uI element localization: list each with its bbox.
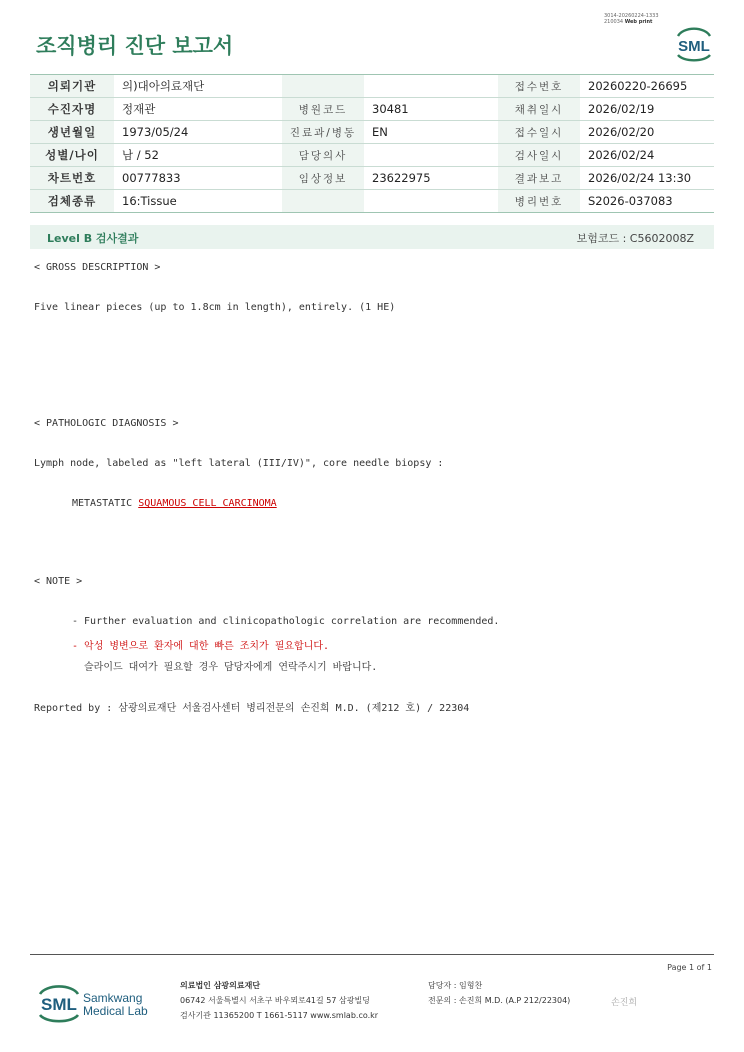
- info-row: [30, 98, 714, 121]
- info-label: 수진자명: [30, 98, 114, 121]
- org-name: 의료법인 삼광의료재단: [180, 981, 261, 990]
- info-value: 1973/05/24: [114, 121, 282, 144]
- svg-text:SML: SML: [678, 38, 710, 55]
- org-address: 06742 서울특별시 서초구 바우뫼로41길 57 삼광빌딩: [180, 996, 370, 1005]
- specialist-name: 손진희 M.D. (A.P 212/22304): [458, 996, 571, 1005]
- info-value: 정재관: [114, 98, 282, 121]
- gross-text: Five linear pieces (up to 1.8cm in length), entirely. (1 HE): [34, 302, 396, 313]
- diagnosis-specimen: Lymph node, labeled as "left lateral (III/IV)", core needle biopsy :: [34, 458, 444, 469]
- info-value: 2026/02/20: [580, 121, 714, 144]
- page-title: 조직병리 진단 보고서: [36, 34, 234, 58]
- info-row: [30, 121, 714, 144]
- result-level-bar: [30, 225, 714, 249]
- svg-text:SML: SML: [41, 995, 77, 1014]
- info-label: 검체종류: [30, 190, 114, 213]
- info-value: 23622975: [364, 167, 498, 190]
- svg-text:Samkwang: Samkwang: [83, 991, 143, 1005]
- info-value: 남 / 52: [114, 144, 282, 167]
- page-number: Page 1 of 1: [667, 963, 712, 972]
- print-info: [604, 13, 659, 25]
- samkwang-logo: [36, 980, 156, 1028]
- manager-label: 담당자 :: [428, 981, 457, 990]
- diagnosis-prefix: METASTATIC: [72, 498, 139, 509]
- info-label: 채취일시: [498, 98, 580, 121]
- info-value: EN: [364, 121, 498, 144]
- print-code-2: 210034: [604, 19, 624, 25]
- info-value: 20260220-26695: [580, 75, 714, 98]
- signature: 손진희: [611, 998, 638, 1008]
- info-label: 성별/나이: [30, 144, 114, 167]
- info-value: 16:Tissue: [114, 190, 282, 213]
- info-label: 접수번호: [498, 75, 580, 98]
- info-row: [30, 167, 714, 190]
- info-value: 30481: [364, 98, 498, 121]
- note-line-1: - Further evaluation and clinicopathologic correlation are recommended.: [72, 616, 500, 627]
- footer-staff: [428, 978, 570, 1008]
- info-label: [282, 190, 364, 213]
- info-value: [364, 144, 498, 167]
- svg-text:Medical Lab: Medical Lab: [83, 1004, 148, 1018]
- footer-org-info: [180, 978, 378, 1023]
- info-label: 검사일시: [498, 144, 580, 167]
- info-value: 00777833: [114, 167, 282, 190]
- info-row: [30, 190, 714, 213]
- info-label: 진료과/병동: [282, 121, 364, 144]
- sml-logo: [672, 24, 716, 62]
- info-value: S2026-037083: [580, 190, 714, 213]
- footer-divider: [30, 954, 714, 955]
- gross-heading: < GROSS DESCRIPTION >: [34, 262, 161, 273]
- info-label: [282, 75, 364, 98]
- note-line-3: 슬라이드 대여가 필요할 경우 담당자에게 연락주시기 바랍니다.: [84, 662, 378, 673]
- reported-by: Reported by : 삼광의료재단 서울검사센터 병리전문의 손진희 M.D. (제212 호) / 22304: [34, 703, 470, 714]
- specialist-label: 전문의 :: [428, 996, 457, 1005]
- insurance-code: 보험코드 : C5602008Z: [576, 232, 694, 245]
- print-mode: Web print: [624, 19, 653, 25]
- info-value: [364, 190, 498, 213]
- info-label: 생년월일: [30, 121, 114, 144]
- print-code: 3014-20260224-1333: [604, 13, 659, 19]
- info-row: [30, 75, 714, 98]
- info-label: 차트번호: [30, 167, 114, 190]
- org-contact: 검사기관 11365200 T 1661-5117 www.smlab.co.kr: [180, 1011, 379, 1020]
- info-label: 병원코드: [282, 98, 364, 121]
- manager-name: 임형찬: [458, 981, 483, 990]
- info-label: 의뢰기관: [30, 75, 114, 98]
- diagnosis-line: [72, 498, 277, 509]
- info-value: 의)대아의료재단: [114, 75, 282, 98]
- info-label: 결과보고: [498, 167, 580, 190]
- info-label: 임상정보: [282, 167, 364, 190]
- patient-info-table: [30, 74, 714, 213]
- note-line-2: - 악성 병변으로 환자에 대한 빠른 조치가 필요합니다.: [72, 641, 330, 652]
- info-value: 2026/02/24: [580, 144, 714, 167]
- info-label: 병리번호: [498, 190, 580, 213]
- info-value: 2026/02/19: [580, 98, 714, 121]
- info-label: 담당의사: [282, 144, 364, 167]
- diagnosis-heading: < PATHOLOGIC DIAGNOSIS >: [34, 418, 179, 429]
- info-row: [30, 144, 714, 167]
- info-value: [364, 75, 498, 98]
- diagnosis-highlight: SQUAMOUS CELL CARCINOMA: [138, 498, 277, 509]
- info-value: 2026/02/24 13:30: [580, 167, 714, 190]
- info-label: 접수일시: [498, 121, 580, 144]
- note-heading: < NOTE >: [34, 576, 83, 587]
- level-label: Level B 검사결과: [47, 232, 139, 245]
